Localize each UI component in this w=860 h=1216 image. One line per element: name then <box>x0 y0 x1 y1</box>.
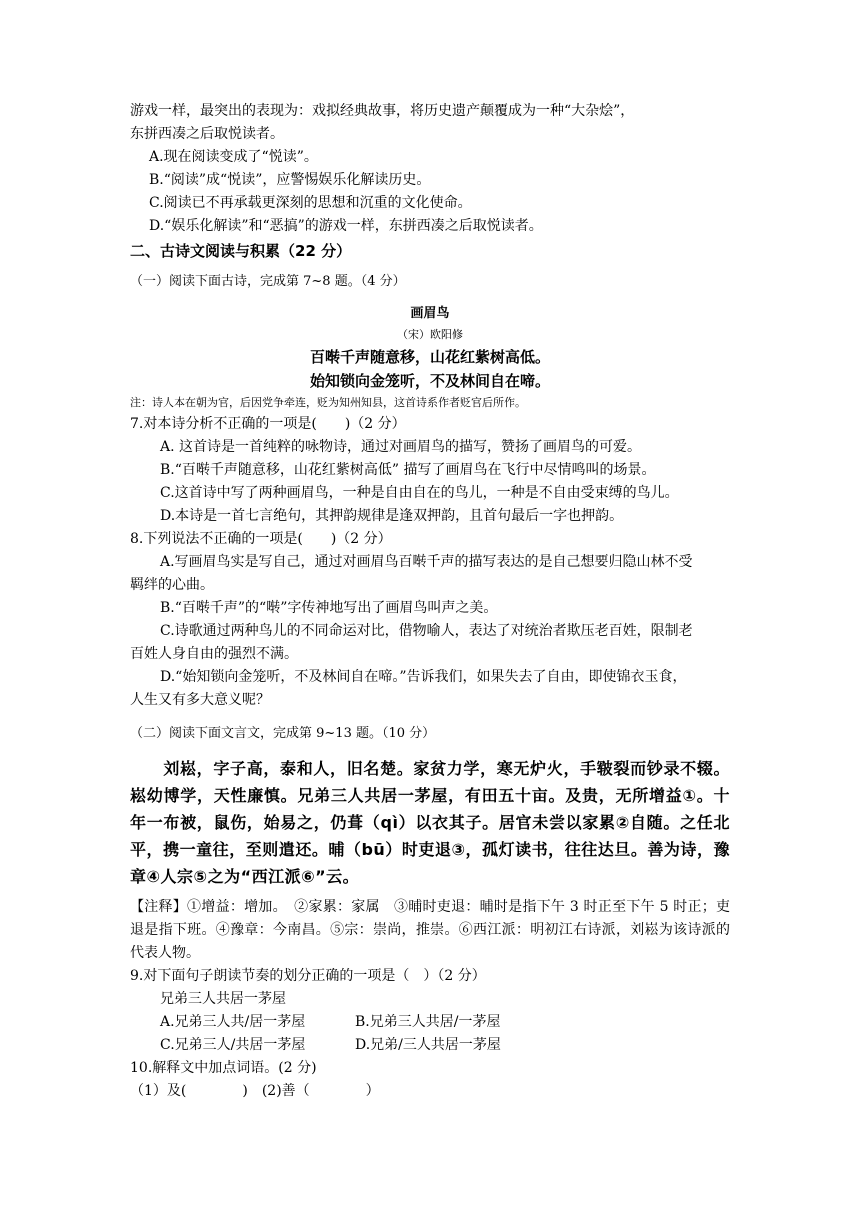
q9-option-a: A.兄弟三人共/居一茅屋 <box>160 1014 306 1030</box>
q8-option-a-cont: 羁绊的心曲。 <box>130 577 214 593</box>
option-a: A.现在阅读变成了“悦读”。 <box>149 149 318 165</box>
option-d: D.“娱乐化解读”和“恶搞”的游戏一样，东拼西凑之后取悦读者。 <box>149 218 543 234</box>
exam-page <box>130 100 730 1103</box>
poem-note: 注：诗人本在朝为官，后因党争牵连，贬为知州知县，这首诗系作者贬官后所作。 <box>130 396 526 409</box>
q10-items: （1）及( ) (2)善（ ） <box>130 1083 380 1099</box>
q10-stem: 10.解释文中加点词语。(2 分) <box>130 1060 317 1076</box>
q8-option-d-cont: 人生又有多大意义呢？ <box>130 692 270 708</box>
part2-intro: （二）阅读下面文言文，完成第 9~13 题。（10 分） <box>130 726 436 741</box>
poem-author: （宋）欧阳修 <box>397 328 463 341</box>
q7-option-b: B.“百啭千声随意移，山花红紫树高低” 描写了画眉鸟在飞行中尽情鸣叫的场景。 <box>160 462 656 478</box>
q9-options-cd <box>130 1034 730 1057</box>
passage-line: 东拼西凑之后取悦读者。 <box>130 126 284 142</box>
q9-stem: 9.对下面句子朗读节奏的划分正确的一项是（ ）（2 分） <box>130 968 486 984</box>
q9-option-b: B.兄弟三人共居/一茅屋 <box>355 1014 501 1030</box>
q7-option-a: A. 这首诗是一首纯粹的咏物诗，通过对画眉鸟的描写，赞扬了画眉鸟的可爱。 <box>160 439 642 455</box>
poem-line: 始知锁向金笼听，不及林间自在啼。 <box>309 372 550 390</box>
q8-option-a: A.写画眉鸟实是写自己，通过对画眉鸟百啭千声的描写表达的是自己想要归隐山林不受 <box>160 554 693 570</box>
q7-option-c: C.这首诗中写了两种画眉鸟，一种是自由自在的鸟儿，一种是不自由受束缚的鸟儿。 <box>160 485 679 501</box>
part1-intro: （一）阅读下面古诗，完成第 7~8 题。（4 分） <box>130 274 406 289</box>
q8-option-c-cont: 百姓人身自由的强烈不满。 <box>130 646 298 662</box>
q8-option-d: D.“始知锁向金笼听，不及林间自在啼。”告诉我们，如果失去了自由，即使锦衣玉食， <box>160 669 687 685</box>
q8-option-b: B.“百啭千声”的“啭”字传神地写出了画眉鸟叫声之美。 <box>160 600 498 616</box>
q7-option-d: D.本诗是一首七言绝句，其押韵规律是逢双押韵，且首句最后一字也押韵。 <box>160 508 624 524</box>
q7-stem: 7.对本诗分析不正确的一项是( )（2 分） <box>130 416 406 432</box>
q9-sentence: 兄弟三人共居一茅屋 <box>160 991 286 1007</box>
q8-option-c: C.诗歌通过两种鸟儿的不同命运对比，借物喻人，表达了对统治者欺压老百姓，限制老 <box>160 623 693 639</box>
poem-title: 画眉鸟 <box>410 306 450 321</box>
passage-line: 游戏一样，最突出的表现为：戏拟经典故事，将历史遗产颠覆成为一种“大杂烩”， <box>130 103 635 119</box>
annotation-notes: 【注释】①增益：增加。 ②家累：家属 ③晡时吏退：晡时是指下午 3 时正至下午 5 时正；吏退是指下班。④豫章：今南昌。⑤宗：崇尚，推崇。⑥西江派：明初江右诗派，刘崧为该诗派的代表人物。 <box>130 899 730 961</box>
poem-line: 百啭千声随意移，山花红紫树高低。 <box>309 348 550 366</box>
q8-stem: 8.下列说法不正确的一项是( )（2 分） <box>130 531 392 547</box>
option-c: C.阅读已不再承载更深刻的思想和沉重的文化使命。 <box>149 195 472 211</box>
q9-option-c: C.兄弟三人/共居一茅屋 <box>160 1037 306 1053</box>
q9-option-d: D.兄弟/三人共居一茅屋 <box>355 1037 501 1053</box>
classical-passage: 刘崧，字子高，泰和人，旧名楚。家贫力学，寒无炉火，手皲裂而钞录不辍。崧幼博学，天性廉慎。兄弟三人共居一茅屋，有田五十亩。及贵，无所增益①。十年一布被，鼠伤，始易之，仍葺（qì）以衣其子。居官未尝以家累②自随。之任北平，携一童往，至则遣还。晡（bū）时吏退③，孤灯读书，往往达旦。善为诗，豫章④人宗⑤之为“西江派⑥”云。 <box>130 759 730 886</box>
q9-options-ab <box>130 1011 730 1034</box>
section-heading: 二、古诗文阅读与积累（22 分） <box>130 242 352 260</box>
option-b: B.“阅读”成“悦读”，应警惕娱乐化解读历史。 <box>149 172 431 188</box>
